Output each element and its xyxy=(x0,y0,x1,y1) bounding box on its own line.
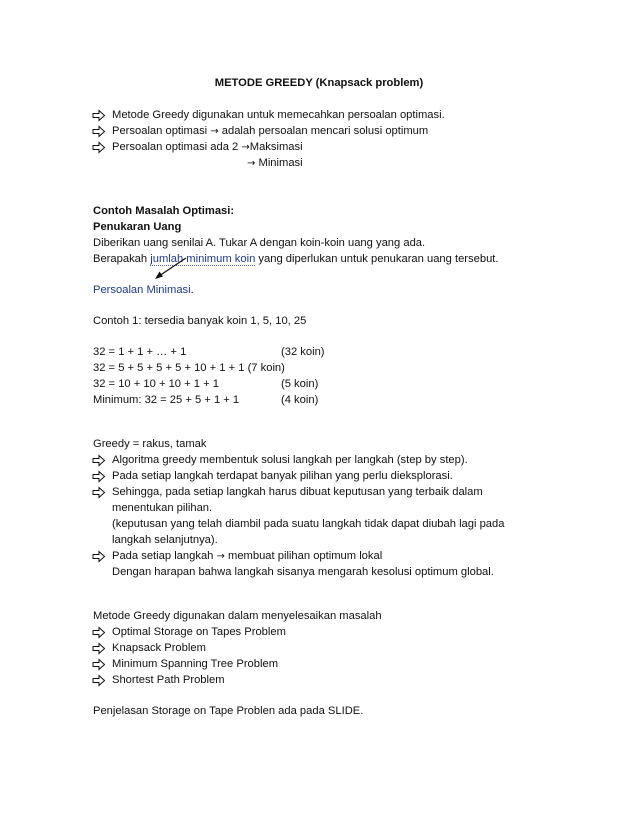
list-item-text: Optimal Storage on Tapes Problem xyxy=(112,626,286,638)
hollow-arrow-bullet-icon xyxy=(92,485,108,500)
hollow-arrow-bullet-icon xyxy=(92,625,108,640)
text-segment: Berapakah xyxy=(93,253,151,265)
example-row xyxy=(93,345,493,360)
text-segment: yang diperlukan untuk penukaran uang tersebut. xyxy=(255,253,499,265)
greedy-definition: Greedy = rakus, tamak xyxy=(93,438,207,450)
hollow-arrow-bullet-icon xyxy=(92,124,108,139)
example-row xyxy=(93,377,493,392)
bullet-text: Pada setiap langkah xyxy=(112,550,214,562)
pointer-arrow-icon xyxy=(150,255,190,283)
bullet-text: Algoritma greedy membentuk solusi langkah per langkah (step by step). xyxy=(112,454,468,466)
highlighted-phrase: jumlah minimum koin xyxy=(150,253,256,265)
page-title: METODE GREEDY (Knapsack problem) xyxy=(214,77,424,89)
example-intro: Contoh 1: tersedia banyak koin 1, 5, 10, 25 xyxy=(93,315,307,327)
example-note: (5 koin) xyxy=(281,378,319,390)
list-item xyxy=(93,657,278,672)
maksimasi-label: Maksimasi xyxy=(249,141,303,153)
example-note: (4 koin) xyxy=(281,394,319,406)
persoalan-minimasi: Persoalan Minimasi xyxy=(93,284,191,296)
list-item-text: Knapsack Problem xyxy=(112,642,206,654)
example-row xyxy=(93,393,493,408)
right-arrow-icon: → xyxy=(247,158,256,169)
bullet-text: Pada setiap langkah terdapat banyak pilihan yang perlu dieksplorasi. xyxy=(112,470,453,482)
minimasi-label: Minimasi xyxy=(258,157,303,169)
example-expression: 32 = 5 + 5 + 5 + 5 + 10 + 1 + 1 (7 koin) xyxy=(93,362,285,374)
list-item-text: Minimum Spanning Tree Problem xyxy=(112,658,279,670)
right-arrow-icon: → xyxy=(210,126,219,137)
hollow-arrow-bullet-icon xyxy=(92,657,108,672)
hollow-arrow-bullet-icon xyxy=(92,469,108,484)
right-arrow-icon: → xyxy=(241,142,250,153)
minimasi-line xyxy=(247,156,303,171)
list-item xyxy=(93,673,225,688)
bullet-text: Persoalan optimasi xyxy=(112,125,208,137)
list-item xyxy=(93,641,206,656)
bullet-continuation: langkah selanjutnya). xyxy=(112,534,218,546)
hollow-arrow-bullet-icon xyxy=(92,140,108,155)
bullet-item xyxy=(93,549,382,564)
example-expression: 32 = 10 + 10 + 10 + 1 + 1 xyxy=(93,378,219,390)
example-note: (32 koin) xyxy=(281,346,325,358)
bullet-continuation: (keputusan yang telah diambil pada suatu langkah tidak dapat diubah lagi pada xyxy=(112,518,505,530)
bullet-item xyxy=(93,453,468,468)
example-row xyxy=(93,361,493,376)
bullet-item xyxy=(93,140,303,155)
bullet-text: Metode Greedy digunakan untuk memecahkan persoalan optimasi. xyxy=(112,109,445,121)
text-segment: . xyxy=(190,284,194,296)
example-expression: 32 = 1 + 1 + … + 1 xyxy=(93,346,187,358)
hollow-arrow-bullet-icon xyxy=(92,549,108,564)
section-subheading: Penukaran Uang xyxy=(93,221,182,233)
bullet-item xyxy=(93,108,445,123)
bullet-item xyxy=(93,485,483,500)
bullet-text: adalah persoalan mencari solusi optimum xyxy=(221,125,429,137)
bullet-continuation: menentukan pilihan. xyxy=(112,502,213,514)
list-intro: Metode Greedy digunakan dalam menyelesaikan masalah xyxy=(93,610,382,622)
paragraph-line: Diberikan uang senilai A. Tukar A dengan koin-koin uang yang ada. xyxy=(93,237,426,249)
list-item xyxy=(93,625,286,640)
bullet-text: Persoalan optimasi ada 2 xyxy=(112,141,239,153)
hollow-arrow-bullet-icon xyxy=(92,673,108,688)
persoalan-line xyxy=(93,283,194,298)
bullet-text: Sehingga, pada setiap langkah harus dibuat keputusan yang terbaik dalam xyxy=(112,486,483,498)
closing-paragraph: Penjelasan Storage on Tape Problen ada pada SLIDE. xyxy=(93,705,364,717)
section-heading: Contoh Masalah Optimasi: xyxy=(93,205,235,217)
bullet-text: membuat pilihan optimum lokal xyxy=(228,550,383,562)
hollow-arrow-bullet-icon xyxy=(92,108,108,123)
bullet-item xyxy=(93,124,428,139)
bullet-item xyxy=(93,469,453,484)
bullet-continuation: Dengan harapan bahwa langkah sisanya mengarah kesolusi optimum global. xyxy=(112,566,494,578)
hollow-arrow-bullet-icon xyxy=(92,453,108,468)
right-arrow-icon: → xyxy=(216,551,225,562)
example-expression: Minimum: 32 = 25 + 5 + 1 + 1 xyxy=(93,394,240,406)
hollow-arrow-bullet-icon xyxy=(92,641,108,656)
list-item-text: Shortest Path Problem xyxy=(112,674,225,686)
